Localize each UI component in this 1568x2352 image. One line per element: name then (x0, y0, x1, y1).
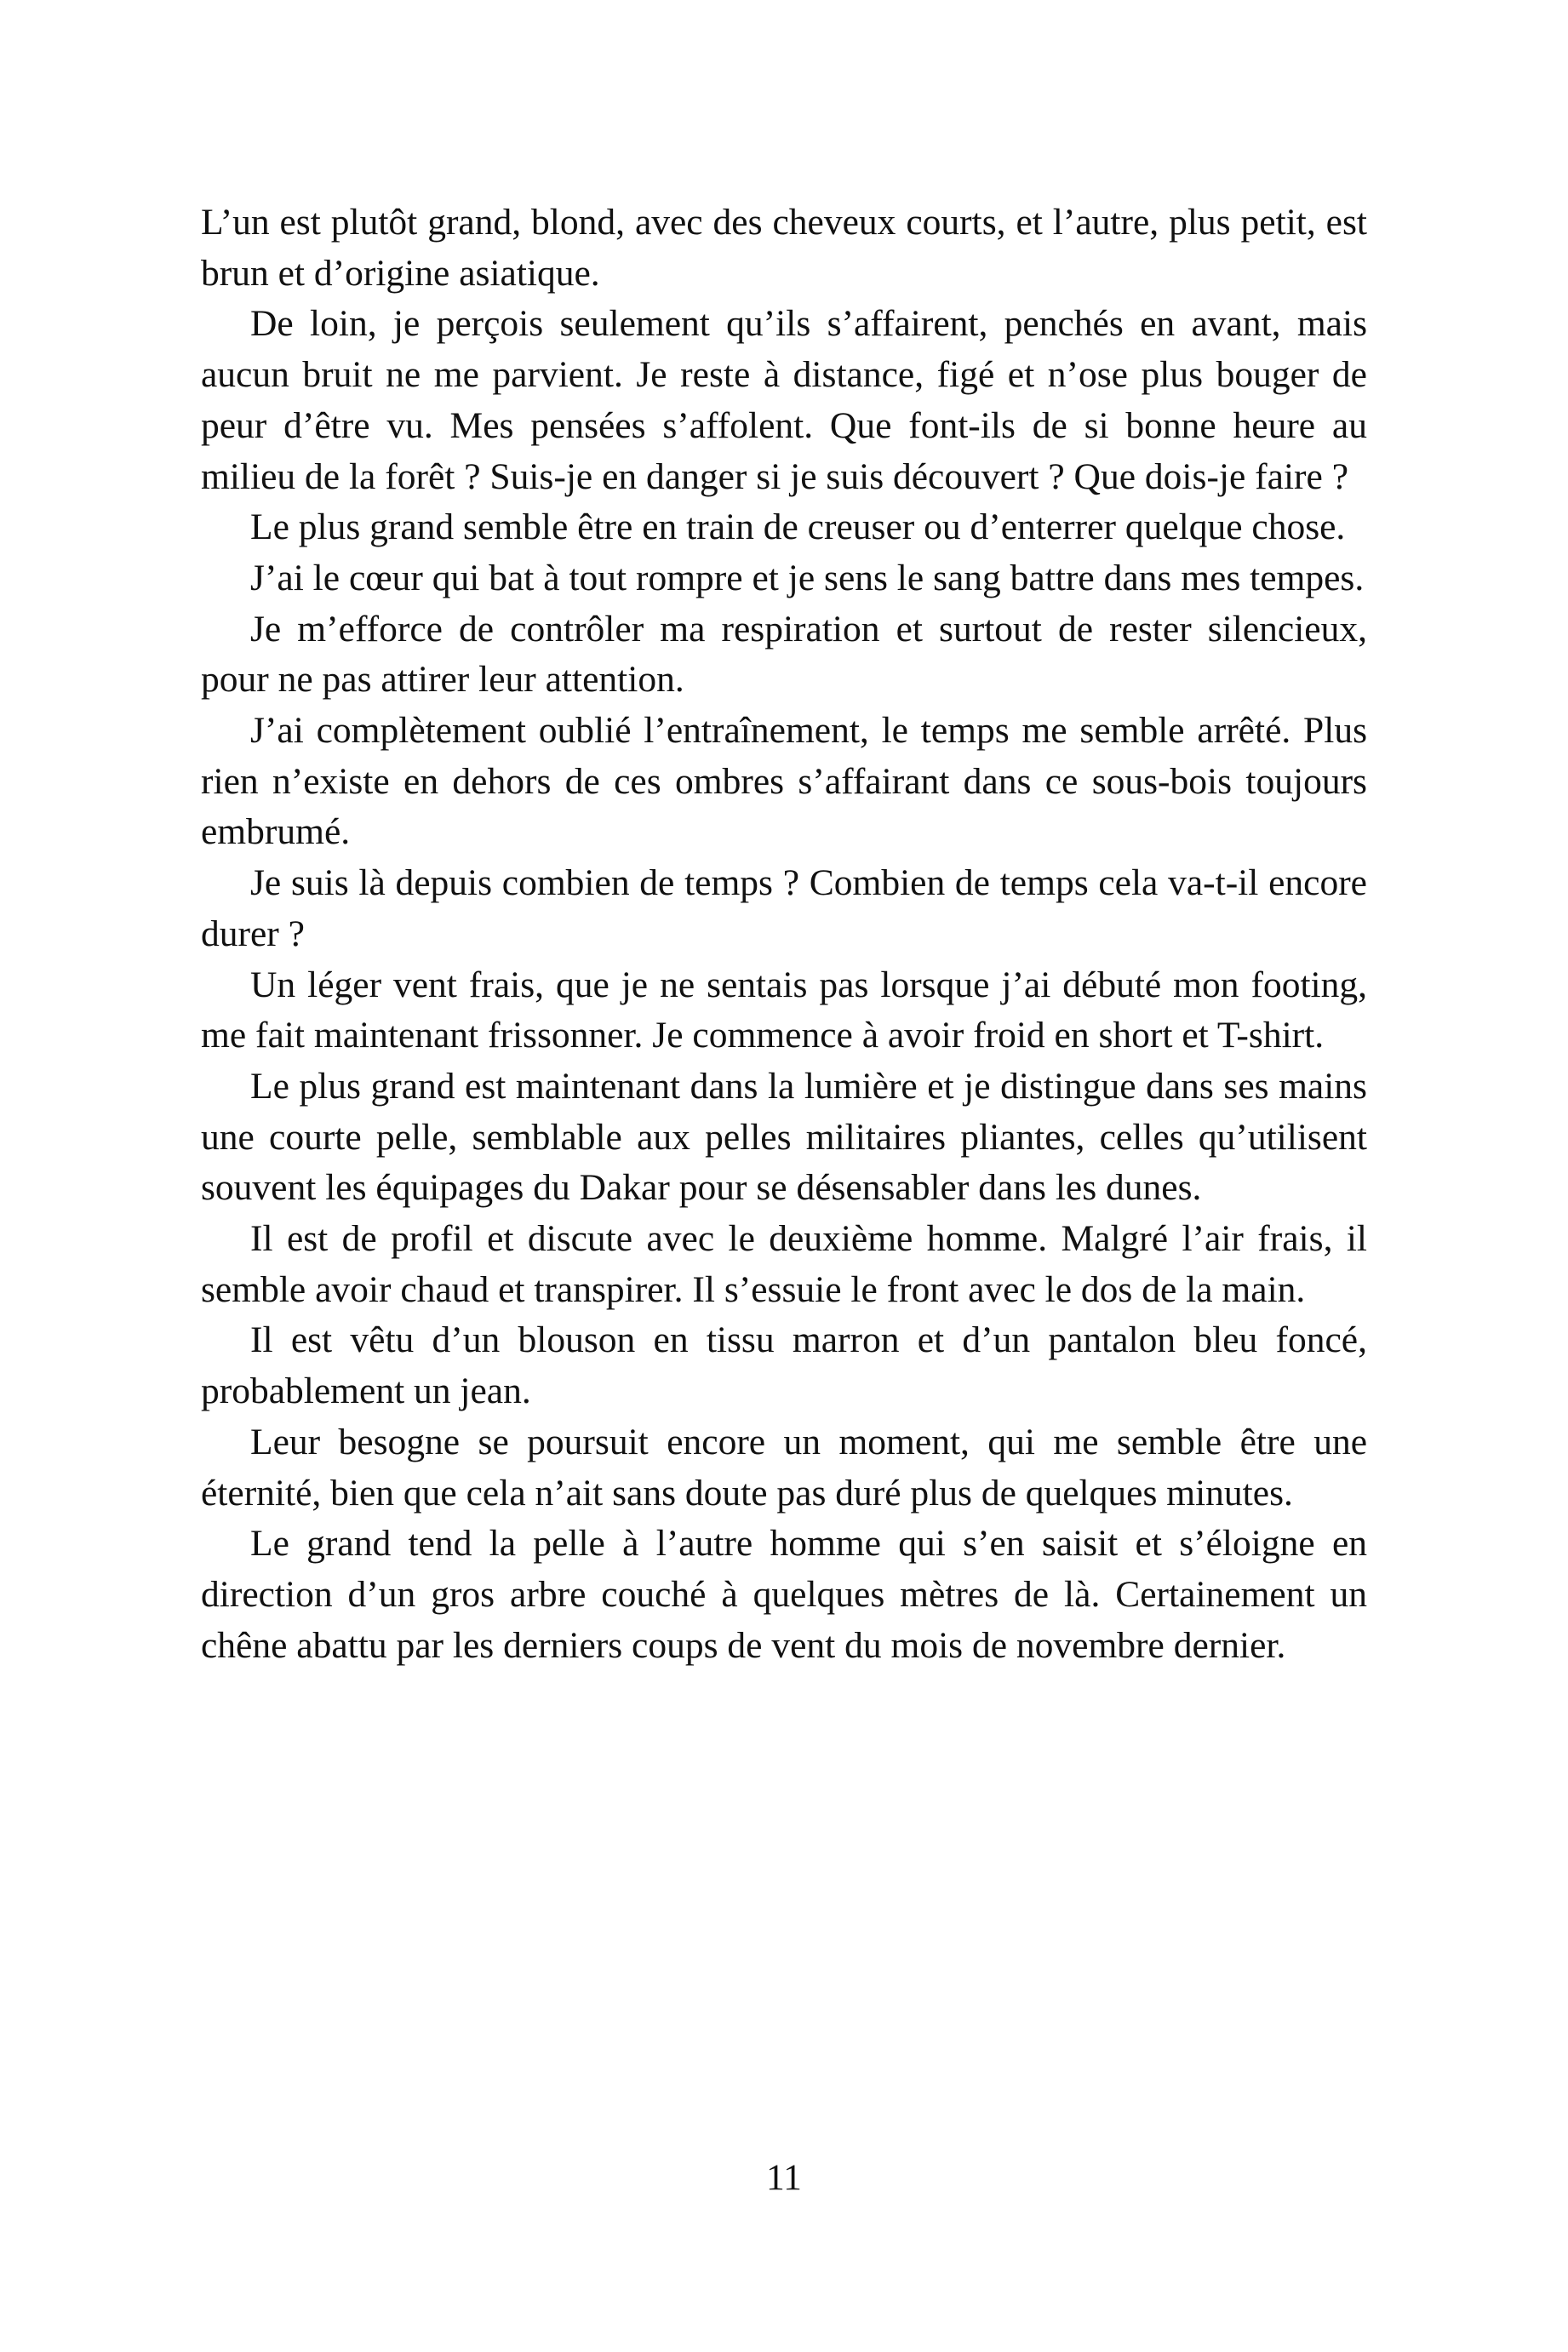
paragraph: Leur besogne se poursuit encore un moment, qui me semble être une éternité, bien que cela n’ait sans doute pas duré plus de quelques minutes. (201, 1421, 1367, 1514)
paragraph: Je suis là depuis combien de temps ? Combien de temps cela va-t-il encore durer ? (201, 862, 1367, 954)
paragraph: Il est de profil et discute avec le deuxième homme. Malgré l’air frais, il semble avoir chaud et transpirer. Il s’essuie le front avec le dos de la main. (201, 1218, 1367, 1310)
paragraph: Le plus grand est maintenant dans la lumière et je distingue dans ses mains une courte pelle, semblable aux pelles militaires pliantes, celles qu’utilisent souvent les équipages du Dakar pour se désensabler dans les dunes. (201, 1065, 1367, 1209)
body-text (201, 197, 1367, 1671)
paragraph: L’un est plutôt grand, blond, avec des cheveux courts, et l’autre, plus petit, est brun et d’origine asiatique. (201, 202, 1367, 294)
page-number: 11 (766, 2157, 802, 2198)
paragraph: J’ai le cœur qui bat à tout rompre et je sens le sang battre dans mes tempes. (250, 557, 1365, 598)
paragraph: Le grand tend la pelle à l’autre homme qui s’en saisit et s’éloigne en direction d’un gros arbre couché à quelques mètres de là. Certainement un chêne abattu par les derniers coups de vent du mois de novembre dernier. (201, 1523, 1367, 1666)
paragraph: Un léger vent frais, que je ne sentais pas lorsque j’ai débuté mon footing, me fait maintenant frissonner. Je commence à avoir froid en short et T-shirt. (201, 964, 1367, 1056)
paragraph: Je m’efforce de contrôler ma respiration et surtout de rester silencieux, pour ne pas attirer leur attention. (201, 608, 1367, 701)
paragraph: Il est vêtu d’un blouson en tissu marron et d’un pantalon bleu foncé, probablement un jean. (201, 1319, 1367, 1412)
paragraph: Le plus grand semble être en train de creuser ou d’enterrer quelque chose. (250, 506, 1346, 548)
paragraph: De loin, je perçois seulement qu’ils s’affairent, penchés en avant, mais aucun bruit ne me parvient. Je reste à distance, figé et n’ose plus bouger de peur d’être vu. Mes pensées s’affolent. Que font-ils de si bonne heure au milieu de la forêt ? Suis-je en danger si je suis découvert ? Que dois-je faire ? (201, 303, 1367, 497)
paragraph: J’ai complètement oublié l’entraînement, le temps me semble arrêté. Plus rien n’existe en dehors de ces ombres s’affairant dans ce sous-bois toujours embrumé. (201, 710, 1367, 853)
